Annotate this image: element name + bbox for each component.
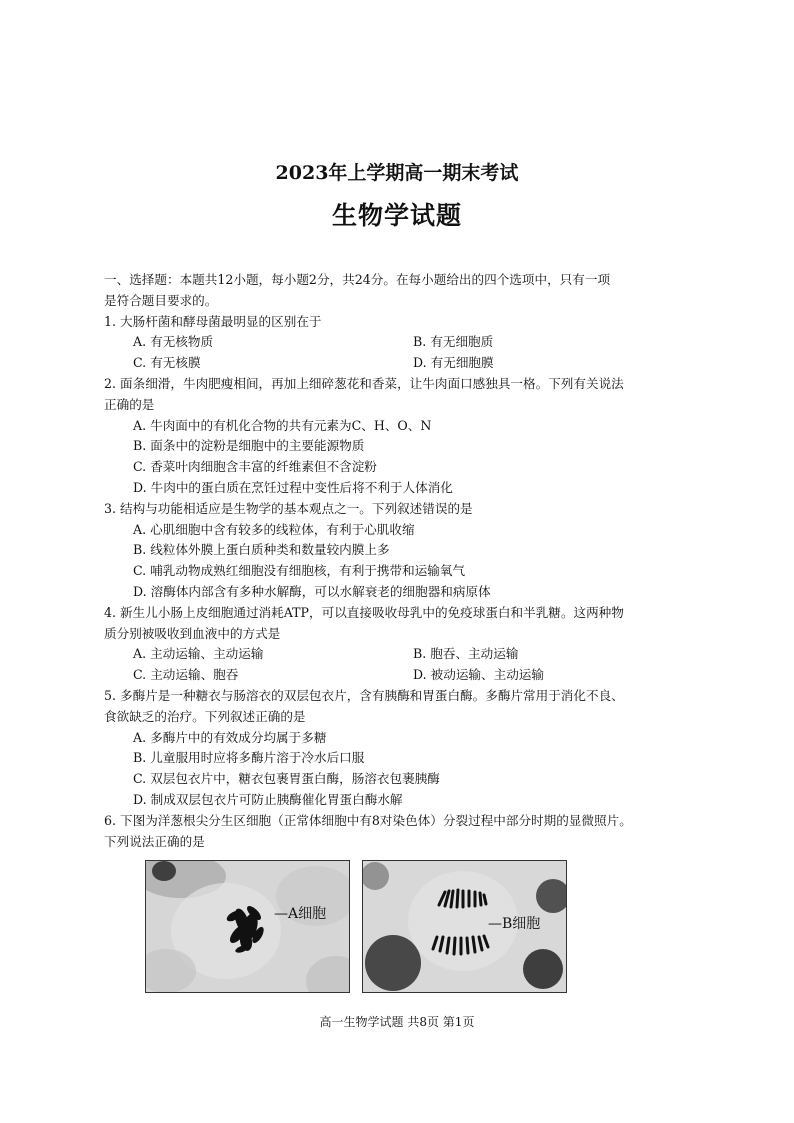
question-2-stem-cont: 正确的是	[104, 396, 155, 412]
option-b[interactable]: B. 面条中的淀粉是细胞中的主要能源物质	[133, 438, 365, 454]
question-3-stem: 3. 结构与功能相适应是生物学的基本观点之一。下列叙述错误的是	[104, 500, 473, 516]
question-5-stem: 5. 多酶片是一种糖衣与肠溶衣的双层包衣片，含有胰酶和胃蛋白酶。多酶片常用于消化不良、	[104, 687, 624, 703]
question-2-stem: 2. 面条细滑，牛肉肥瘦相间，再加上细碎葱花和香菜，让牛肉面口感独具一格。下列有关说法	[104, 375, 624, 391]
question-1-stem: 1. 大肠杆菌和酵母菌最明显的区别在于	[104, 313, 322, 329]
option-d[interactable]: D. 牛肉中的蛋白质在烹饪过程中变性后将不利于人体消化	[133, 479, 453, 495]
subject-title: 生物学试题	[331, 201, 462, 230]
option-b[interactable]: B. 胞吞、主动运输	[413, 646, 519, 662]
option-c[interactable]: C. 香菜叶肉细胞含丰富的纤维素但不含淀粉	[133, 459, 377, 475]
question-4-options-row1	[104, 644, 704, 665]
section-intro-cont: 是符合题目要求的。	[104, 292, 218, 308]
option-d[interactable]: D. 溶酶体内部含有多种水解酶，可以水解衰老的细胞器和病原体	[133, 583, 491, 599]
page-footer: 高一生物学试题 共8页 第1页	[319, 1015, 475, 1029]
option-b[interactable]: B. 有无细胞质	[413, 334, 494, 350]
option-d[interactable]: D. 被动运输、主动运输	[413, 667, 544, 683]
option-a[interactable]: A. 主动运输、主动运输	[133, 646, 264, 662]
section-intro: 一、选择题：本题共12小题，每小题2分，共24分。在每小题给出的四个选项中，只有一项	[104, 272, 611, 287]
question-6-stem: 6. 下图为洋葱根尖分生区细胞（正常体细胞中有8对染色体）分裂过程中部分时期的显微照片。	[104, 812, 632, 828]
question-section	[104, 270, 704, 852]
exam-title: 2023年上学期高一期末考试	[275, 162, 519, 184]
option-a[interactable]: A. 多酶片中的有效成分均属于多糖	[133, 729, 327, 745]
option-c[interactable]: C. 双层包衣片中，糖衣包裹胃蛋白酶，肠溶衣包裹胰酶	[133, 771, 440, 787]
option-b[interactable]: B. 儿童服用时应将多酶片溶于冷水后口服	[133, 750, 365, 766]
question-6-stem-cont: 下列说法正确的是	[104, 833, 205, 849]
micrograph-figure	[145, 860, 567, 993]
question-1-options-row1	[104, 332, 704, 353]
micrograph-a	[145, 860, 350, 993]
option-d[interactable]: D. 制成双层包衣片可防止胰酶催化胃蛋白酶水解	[133, 791, 403, 807]
label-a-cell: —A细胞	[274, 906, 327, 922]
option-c[interactable]: C. 有无核膜	[133, 355, 201, 371]
option-b[interactable]: B. 线粒体外膜上蛋白质种类和数量较内膜上多	[133, 542, 390, 558]
label-b-cell: —B细胞	[488, 916, 541, 932]
option-a[interactable]: A. 牛肉面中的有机化合物的共有元素为C、H、O、N	[133, 417, 432, 433]
question-1-options-row2	[104, 353, 704, 374]
question-5-stem-cont: 食欲缺乏的治疗。下列叙述正确的是	[104, 708, 306, 724]
question-4-stem: 4. 新生儿小肠上皮细胞通过消耗ATP，可以直接吸收母乳中的免疫球蛋白和半乳糖。这两种物	[104, 604, 624, 620]
question-4-stem-cont: 质分别被吸收到血液中的方式是	[104, 625, 281, 641]
option-c[interactable]: C. 哺乳动物成熟红细胞没有细胞核，有利于携带和运输氧气	[133, 563, 466, 579]
option-a[interactable]: A. 心肌细胞中含有较多的线粒体，有利于心肌收缩	[133, 521, 415, 537]
option-d[interactable]: D. 有无细胞膜	[413, 355, 494, 371]
question-4-options-row2	[104, 665, 704, 686]
option-c[interactable]: C. 主动运输、胞吞	[133, 667, 239, 683]
option-a[interactable]: A. 有无核物质	[133, 334, 214, 350]
